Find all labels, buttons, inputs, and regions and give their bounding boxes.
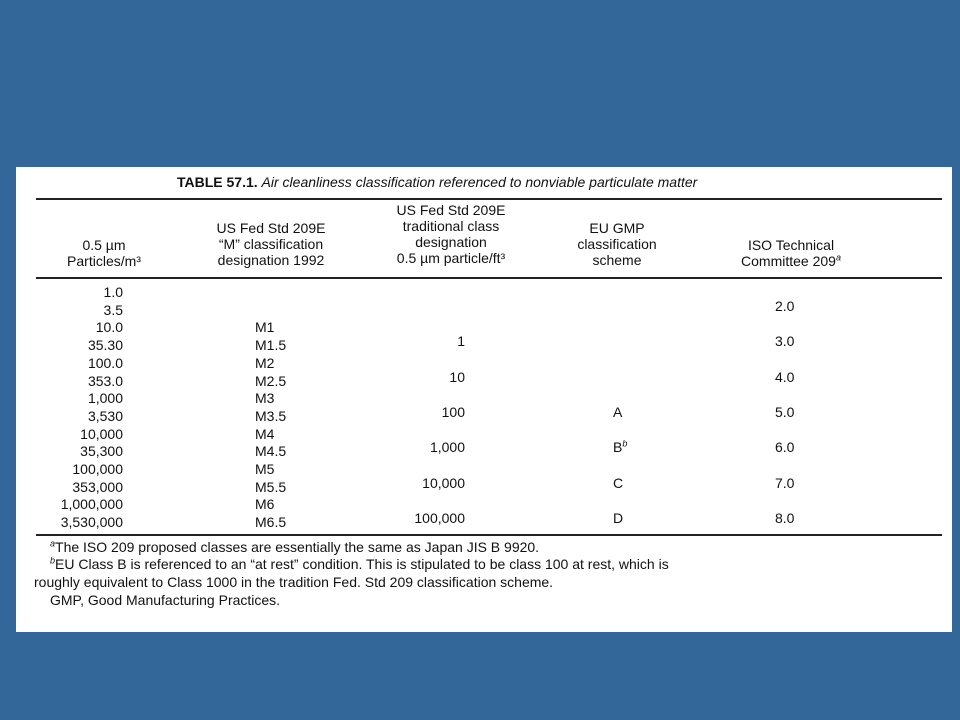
header-iso bbox=[721, 237, 861, 269]
cell-particles: 35,300 bbox=[80, 443, 123, 460]
cell-m-class: M4 bbox=[255, 425, 275, 442]
cell-particles: 10,000 bbox=[80, 425, 123, 442]
cell-traditional-class: 1,000 bbox=[429, 439, 465, 456]
header-rule bbox=[36, 277, 942, 279]
footnote-a bbox=[50, 539, 539, 557]
header-iso-footnote-mark: a bbox=[835, 252, 841, 263]
footnote-gmp: GMP, Good Manufacturing Practices. bbox=[50, 592, 281, 608]
table-title bbox=[177, 174, 737, 190]
footnote-b bbox=[50, 556, 669, 574]
header-traditional-class bbox=[371, 202, 531, 266]
cell-iso: 5.0 bbox=[775, 403, 795, 420]
cell-m-class: M2.5 bbox=[255, 372, 287, 389]
cell-particles: 1,000 bbox=[87, 390, 123, 407]
cell-eu-gmp: D bbox=[613, 510, 624, 527]
table-title-number: TABLE 57.1. bbox=[177, 174, 258, 190]
cell-traditional-class: 100 bbox=[441, 403, 465, 420]
cell-particles: 100,000 bbox=[72, 461, 123, 477]
header-particles bbox=[44, 237, 164, 269]
cell-particles: 3.5 bbox=[103, 301, 123, 318]
cell-particles: 3,530 bbox=[87, 407, 123, 424]
cell-particles: 1.0 bbox=[103, 284, 123, 300]
footnote-a-mark: a bbox=[50, 538, 56, 549]
cell-particles: 10.0 bbox=[95, 319, 123, 336]
header-eu-gmp-line2: classification bbox=[577, 236, 657, 252]
cell-m-class: M6 bbox=[255, 496, 275, 513]
cell-particles: 353,000 bbox=[72, 478, 123, 495]
cell-particles: 1,000,000 bbox=[60, 496, 123, 513]
header-traditional-line2: traditional class bbox=[402, 218, 500, 234]
footnote-a-text: The ISO 209 proposed classes are essentially the same as Japan JIS B 9920. bbox=[55, 539, 540, 555]
header-m-class-line3: designation 1992 bbox=[217, 252, 325, 268]
cell-iso: 6.0 bbox=[775, 439, 795, 456]
cell-eu-gmp: A bbox=[613, 403, 623, 420]
cell-m-class: M1 bbox=[255, 319, 275, 336]
cell-eu-gmp: $B^b$ bbox=[613, 438, 628, 456]
cell-m-class: M3 bbox=[255, 390, 275, 407]
footnote-b-mark: b bbox=[50, 555, 56, 566]
header-particles-line1: 0.5 µm bbox=[82, 237, 126, 253]
bottom-rule bbox=[36, 534, 942, 536]
header-m-class-line2: “M” classification bbox=[218, 236, 324, 252]
cell-particles: 353.0 bbox=[87, 372, 123, 389]
cell-traditional-class: 1 bbox=[457, 333, 465, 350]
cell-particles: 100.0 bbox=[87, 354, 123, 371]
cell-m-class: M2 bbox=[255, 354, 275, 371]
eu-class-b-footnote-mark: b bbox=[622, 438, 628, 449]
cell-traditional-class: 10,000 bbox=[422, 474, 465, 491]
header-traditional-line3: designation bbox=[415, 234, 487, 250]
header-m-class-line1: US Fed Std 209E bbox=[216, 220, 326, 236]
header-m-class bbox=[191, 220, 351, 268]
cell-m-class: M4.5 bbox=[255, 443, 287, 460]
header-traditional-line4: 0.5 µm particle/ft³ bbox=[396, 250, 506, 266]
table-title-caption: Air cleanliness classification referenced to nonviable particulate matter bbox=[261, 174, 698, 190]
header-traditional-line1: US Fed Std 209E bbox=[396, 202, 506, 218]
cell-traditional-class: 10 bbox=[449, 368, 465, 385]
header-eu-gmp-line3: scheme bbox=[592, 252, 642, 268]
cell-m-class: M1.5 bbox=[255, 337, 287, 354]
header-eu-gmp bbox=[557, 220, 677, 268]
footnote-b-text: EU Class B is referenced to an “at rest” condition. This is stipulated to be class 100 at rest, which is bbox=[55, 556, 669, 572]
cell-iso: 8.0 bbox=[775, 510, 795, 527]
cell-iso: 3.0 bbox=[775, 333, 795, 350]
header-iso-line1: ISO Technical bbox=[747, 237, 835, 253]
header-particles-line2: Particles/m³ bbox=[67, 253, 141, 269]
footnote-b-continued: roughly equivalent to Class 1000 in the tradition Fed. Std 209 classification scheme. bbox=[34, 574, 554, 590]
cell-particles: 35.30 bbox=[87, 337, 123, 354]
cell-particles: 3,530,000 bbox=[60, 514, 123, 531]
cell-m-class: M6.5 bbox=[255, 514, 287, 531]
cell-iso: 4.0 bbox=[775, 368, 795, 385]
cell-iso: 7.0 bbox=[775, 474, 795, 491]
cell-eu-gmp: C bbox=[613, 474, 624, 491]
top-rule bbox=[36, 198, 942, 200]
cell-traditional-class: 100,000 bbox=[414, 510, 465, 527]
header-iso-line2 bbox=[721, 253, 861, 269]
cell-m-class: M5.5 bbox=[255, 478, 287, 495]
header-iso-line2-text: Committee 209 bbox=[741, 253, 836, 269]
header-eu-gmp-line1: EU GMP bbox=[589, 220, 645, 236]
table-sheet bbox=[16, 167, 952, 632]
cell-iso: 2.0 bbox=[775, 297, 795, 314]
cell-m-class: M3.5 bbox=[255, 407, 287, 424]
cell-m-class: M5 bbox=[255, 461, 275, 477]
